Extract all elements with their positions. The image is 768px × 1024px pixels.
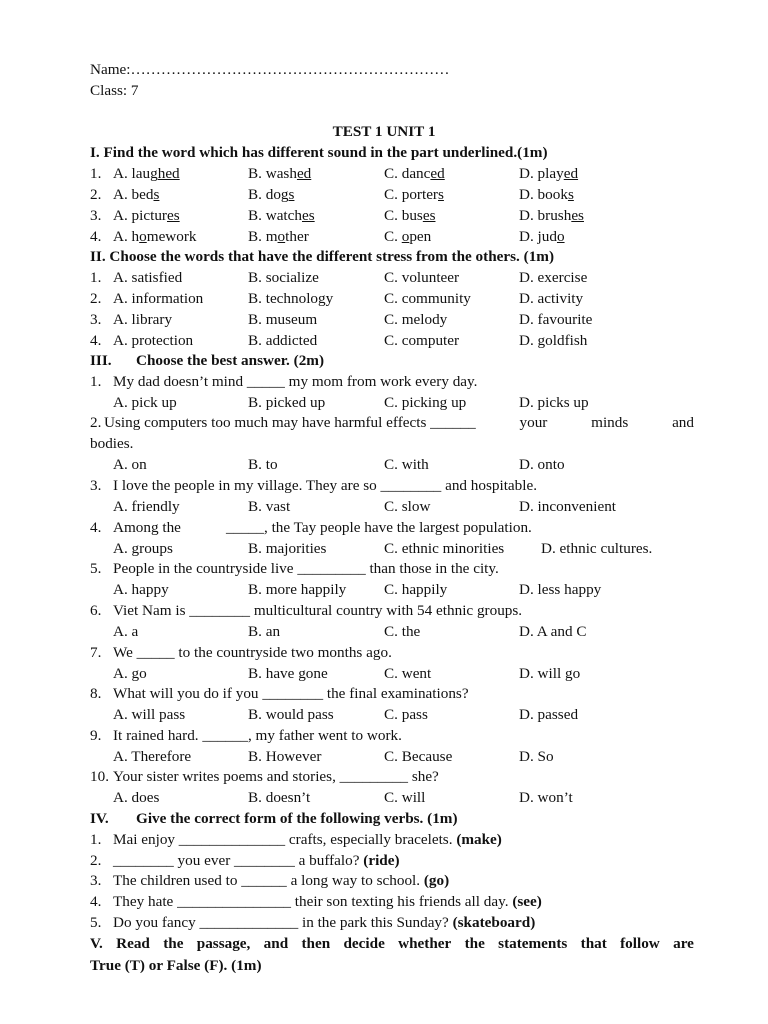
question-number: 9.: [90, 727, 102, 744]
s3-question-5: [0, 558, 768, 579]
question-number: 1.: [90, 269, 102, 286]
option-b: B. addicted: [248, 332, 318, 349]
section-5-heading-line-2: [0, 955, 768, 976]
question-text: Viet Nam is ________ multicultural country with 54 ethnic groups.: [113, 602, 523, 619]
option-c: C. danced: [384, 165, 445, 182]
s3-options-1: [0, 392, 768, 413]
section-1-heading-line: [0, 142, 768, 163]
test-title-line: [0, 121, 768, 142]
s3-options-5: [0, 579, 768, 600]
s4-question-2: [0, 850, 768, 871]
question-text: My dad doesn’t mind _____ my mom from work every day.: [113, 373, 478, 390]
s3-question-9: [0, 725, 768, 746]
option-c: C. the: [384, 623, 421, 640]
question-text-start: Among the: [113, 519, 181, 536]
option-c: C. buses: [384, 207, 436, 224]
s4-question-5: [0, 912, 768, 933]
option-b: B. doesn’t: [248, 789, 311, 806]
option-c: C. volunteer: [384, 269, 460, 286]
option-a: A. friendly: [113, 498, 180, 515]
underlined-part: es: [167, 207, 180, 224]
option-c: C. computer: [384, 332, 460, 349]
s3-question-2: [0, 412, 768, 433]
s3-question-8: [0, 683, 768, 704]
question-number: 2.: [90, 414, 102, 431]
question-text: ________ you ever ________ a buffalo? (ride): [113, 852, 400, 869]
s4-question-3: [0, 870, 768, 891]
s4-question-4: [0, 891, 768, 912]
option-a: A. information: [113, 290, 204, 307]
option-b: B. dogs: [248, 186, 295, 203]
option-c: C. melody: [384, 311, 448, 328]
underlined-part: ed: [563, 165, 579, 182]
option-b: B. have gone: [248, 665, 328, 682]
section-4-heading-line: [0, 808, 768, 829]
option-b: B. washed: [248, 165, 312, 182]
option-b: B. more happily: [248, 581, 347, 598]
s4-question-1: [0, 829, 768, 850]
s3-question-1: [0, 371, 768, 392]
s3-question-7: [0, 642, 768, 663]
option-b: B. However: [248, 748, 322, 765]
question-number: 5.: [90, 914, 102, 931]
s2-question-1: [0, 267, 768, 288]
option-c: C. picking up: [384, 394, 467, 411]
s3-options-6: [0, 621, 768, 642]
option-d: D. exercise: [519, 269, 588, 286]
option-b: B. watches: [248, 207, 315, 224]
option-a: A. happy: [113, 581, 169, 598]
underlined-part: ed: [430, 165, 445, 182]
option-b: B. socialize: [248, 269, 319, 286]
question-text: Using computers too much may have harmful effects ______ your minds and: [104, 414, 694, 431]
s1-question-3: [0, 205, 768, 226]
option-c: C. happily: [384, 581, 448, 598]
option-c: C. open: [384, 228, 432, 245]
option-b: B. mother: [248, 228, 309, 245]
option-d: D. inconvenient: [519, 498, 617, 515]
name-line: [0, 59, 768, 80]
option-b: B. vast: [248, 498, 291, 515]
question-text: People in the countryside live _________ than those in the city.: [113, 560, 499, 577]
underlined-part: o: [139, 228, 147, 245]
question-text: What will you do if you ________ the final examinations?: [113, 685, 469, 702]
option-d: D. books: [519, 186, 574, 203]
s2-question-3: [0, 309, 768, 330]
s1-question-2: [0, 184, 768, 205]
option-b: B. majorities: [248, 540, 327, 557]
option-d: D. ethnic cultures.: [541, 540, 653, 557]
option-b: B. museum: [248, 311, 318, 328]
underlined-part: es: [422, 207, 436, 224]
s3-options-8: [0, 704, 768, 725]
class-label: Class: 7: [90, 82, 139, 99]
option-d: D. will go: [519, 665, 581, 682]
section-2-heading-line: [0, 246, 768, 267]
question-text: Mai enjoy ______________ crafts, especially bracelets. (make): [113, 831, 502, 848]
underlined-part: hed: [157, 165, 180, 182]
question-text-continued: bodies.: [90, 435, 134, 452]
s3-question-6: [0, 600, 768, 621]
option-c: C. will: [384, 789, 426, 806]
option-c: C. went: [384, 665, 432, 682]
question-number: 3.: [90, 311, 102, 328]
option-c: C. slow: [384, 498, 431, 515]
option-d: D. played: [519, 165, 579, 182]
underlined-part: o: [401, 228, 410, 245]
option-a: A. a: [113, 623, 139, 640]
section-3-heading: Choose the best answer. (2m): [136, 352, 325, 369]
option-d: D. less happy: [519, 581, 602, 598]
option-a: A. go: [113, 665, 147, 682]
option-b: B. to: [248, 456, 278, 473]
question-number: 6.: [90, 602, 102, 619]
option-c: C. Because: [384, 748, 453, 765]
underlined-part: s: [438, 186, 444, 203]
question-text: The children used to ______ a long way to school. (go): [113, 872, 450, 889]
option-a: A. on: [113, 456, 147, 473]
s3-question-2-continued: [0, 433, 768, 454]
underlined-part: s: [288, 186, 295, 203]
option-c: C. with: [384, 456, 429, 473]
option-a: A. Therefore: [113, 748, 192, 765]
question-number: 3.: [90, 207, 102, 224]
option-c: C. porters: [384, 186, 444, 203]
question-number: 3.: [90, 477, 102, 494]
option-a: A. will pass: [113, 706, 186, 723]
question-number: 1.: [90, 831, 102, 848]
option-b: B. technology: [248, 290, 334, 307]
question-number: 2.: [90, 290, 102, 307]
option-b: B. an: [248, 623, 281, 640]
section-3-number: III.: [90, 352, 112, 369]
verb-hint: (skateboard): [452, 914, 536, 931]
question-number: 8.: [90, 685, 102, 702]
underlined-part: o: [556, 228, 565, 245]
underlined-part: s: [153, 186, 160, 203]
s3-options-4: [0, 538, 768, 559]
option-d: D. won’t: [519, 789, 573, 806]
question-number: 4.: [90, 893, 102, 910]
question-number: 10.: [90, 768, 109, 785]
option-c: C. pass: [384, 706, 428, 723]
question-number: 2.: [90, 186, 102, 203]
s3-options-7: [0, 663, 768, 684]
s2-question-4: [0, 330, 768, 351]
underlined-part: es: [302, 207, 315, 224]
question-text: They hate _______________ their son texting his friends all day. (see): [113, 893, 542, 910]
underlined-part: es: [571, 207, 584, 224]
question-text: Do you fancy _____________ in the park this Sunday? (skateboard): [113, 914, 536, 931]
option-b: B. would pass: [248, 706, 334, 723]
s1-question-4: [0, 226, 768, 247]
test-title: TEST 1 UNIT 1: [332, 123, 436, 140]
s3-question-10: [0, 766, 768, 787]
option-d: D. A and C: [519, 623, 587, 640]
option-d: D. onto: [519, 456, 565, 473]
question-number: 7.: [90, 644, 102, 661]
s2-question-2: [0, 288, 768, 309]
verb-hint: (go): [423, 872, 450, 889]
underlined-part: s: [567, 186, 574, 203]
s3-options-9: [0, 746, 768, 767]
option-a: A. library: [113, 311, 173, 328]
question-number: 4.: [90, 228, 102, 245]
option-a: A. does: [113, 789, 160, 806]
option-c: C. ethnic minorities: [384, 540, 505, 557]
option-d: D. goldfish: [519, 332, 588, 349]
section-4-heading: Give the correct form of the following verbs. (1m): [136, 810, 458, 827]
question-number: 1.: [90, 373, 102, 390]
verb-hint: (see): [512, 893, 542, 910]
section-5-heading-continued: True (T) or False (F). (1m): [90, 957, 262, 974]
option-a: A. pictures: [113, 207, 180, 224]
option-a: A. laughed: [113, 165, 180, 182]
option-d: D. favourite: [519, 311, 593, 328]
question-text: I love the people in my village. They are so ________ and hospitable.: [113, 477, 538, 494]
option-a: A. groups: [113, 540, 173, 557]
question-number: 3.: [90, 872, 102, 889]
question-number: 1.: [90, 165, 102, 182]
option-d: D. picks up: [519, 394, 589, 411]
option-a: A. beds: [113, 186, 160, 203]
question-text-end: _____, the Tay people have the largest population.: [226, 519, 532, 536]
section-4-number: IV.: [90, 810, 109, 827]
section-3-heading-line: [0, 350, 768, 371]
option-a: A. protection: [113, 332, 194, 349]
question-number: 2.: [90, 852, 102, 869]
s1-question-1: [0, 163, 768, 184]
s3-options-2: [0, 454, 768, 475]
s3-options-3: [0, 496, 768, 517]
option-a: A. pick up: [113, 394, 177, 411]
question-number: 5.: [90, 560, 102, 577]
section-2-heading: II. Choose the words that have the different stress from the others. (1m): [90, 248, 555, 265]
option-d: D. passed: [519, 706, 579, 723]
option-a: A. satisfied: [113, 269, 183, 286]
underlined-part: o: [277, 228, 286, 245]
question-text: Your sister writes poems and stories, _________ she?: [113, 768, 439, 785]
option-b: B. picked up: [248, 394, 326, 411]
s3-options-10: [0, 787, 768, 808]
question-text: It rained hard. ______, my father went to work.: [113, 727, 402, 744]
option-d: D. judo: [519, 228, 565, 245]
question-number: 4.: [90, 332, 102, 349]
option-d: D. So: [519, 748, 554, 765]
question-number: 4.: [90, 519, 102, 536]
name-field: Name:………………………………………………………: [90, 61, 450, 78]
option-d: D. activity: [519, 290, 584, 307]
underlined-part: ed: [296, 165, 312, 182]
option-a: A. homework: [113, 228, 197, 245]
s3-question-3: [0, 475, 768, 496]
class-line: [0, 80, 768, 101]
verb-hint: (ride): [363, 852, 400, 869]
s3-question-4: [0, 517, 768, 538]
verb-hint: (make): [456, 831, 502, 848]
question-text: We _____ to the countryside two months ago.: [113, 644, 392, 661]
section-5-heading: V. Read the passage, and then decide whether the statements that follow are: [90, 935, 694, 952]
section-1-heading: I. Find the word which has different sound in the part underlined.(1m): [90, 144, 548, 161]
option-c: C. community: [384, 290, 471, 307]
option-d: D. brushes: [519, 207, 584, 224]
section-5-heading-line: [0, 933, 768, 954]
